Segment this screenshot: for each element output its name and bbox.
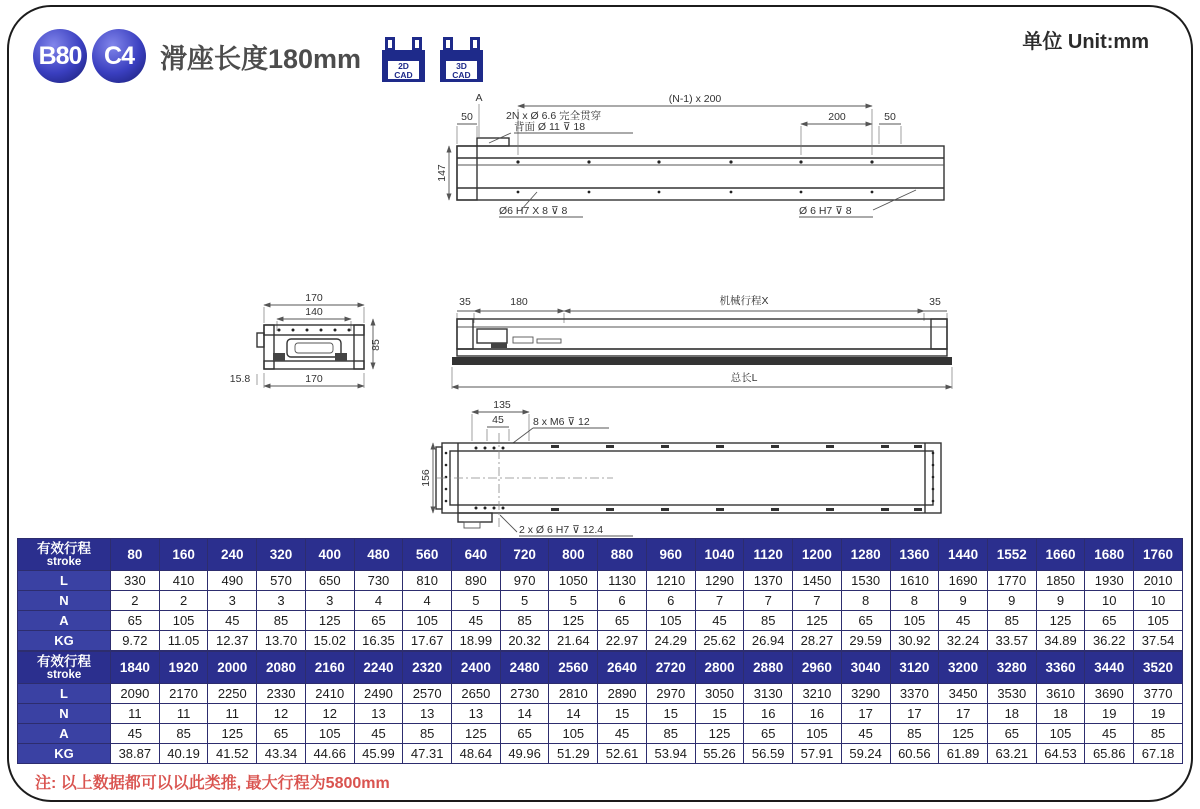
drawing-plan-view — [420, 399, 941, 536]
stroke-value-header: 2160 — [305, 652, 354, 684]
row-label-a: A — [18, 611, 111, 631]
cell-l: 2170 — [159, 684, 208, 704]
cell-l: 810 — [403, 571, 452, 591]
stroke-value-header: 1440 — [939, 539, 988, 571]
stroke-value-header: 1200 — [793, 539, 842, 571]
spec-tables — [17, 538, 1183, 764]
stroke-value-header: 720 — [500, 539, 549, 571]
title-block — [33, 29, 361, 83]
cell-l: 3050 — [695, 684, 744, 704]
cell-l: 1770 — [987, 571, 1036, 591]
cell-kg: 28.27 — [793, 631, 842, 651]
row-label-l: L — [18, 571, 111, 591]
stroke-value-header: 1280 — [841, 539, 890, 571]
cell-a: 85 — [1134, 724, 1183, 744]
cell-n: 9 — [987, 591, 1036, 611]
row-label-n: N — [18, 704, 111, 724]
cell-a: 105 — [890, 611, 939, 631]
stroke-value-header: 2560 — [549, 652, 598, 684]
row-label-kg: KG — [18, 744, 111, 764]
stroke-value-header: 3360 — [1036, 652, 1085, 684]
cell-n: 11 — [111, 704, 160, 724]
cell-n: 18 — [987, 704, 1036, 724]
cell-kg: 51.29 — [549, 744, 598, 764]
cell-n: 16 — [793, 704, 842, 724]
cell-kg: 38.87 — [111, 744, 160, 764]
cell-l: 1370 — [744, 571, 793, 591]
stroke-value-header: 1920 — [159, 652, 208, 684]
stroke-table-1 — [17, 538, 1183, 651]
stroke-value-header: 1040 — [695, 539, 744, 571]
cell-a: 65 — [841, 611, 890, 631]
cell-a: 45 — [695, 611, 744, 631]
cell-kg: 41.52 — [208, 744, 257, 764]
cell-l: 2730 — [500, 684, 549, 704]
stroke-value-header: 480 — [354, 539, 403, 571]
pin-note-plan: 2 x Ø 6 H7 ⊽ 12.4 — [519, 524, 604, 536]
cell-kg: 29.59 — [841, 631, 890, 651]
stroke-value-header: 3440 — [1085, 652, 1134, 684]
cell-a: 65 — [500, 724, 549, 744]
cell-l: 3450 — [939, 684, 988, 704]
cad-buttons — [381, 37, 485, 83]
dim-85: 85 — [370, 339, 382, 351]
cell-n: 9 — [939, 591, 988, 611]
cell-kg: 24.29 — [646, 631, 695, 651]
cell-a: 65 — [354, 611, 403, 631]
stroke-value-header: 2400 — [452, 652, 501, 684]
cell-kg: 21.64 — [549, 631, 598, 651]
cell-kg: 43.34 — [257, 744, 306, 764]
cell-n: 11 — [208, 704, 257, 724]
cell-kg: 18.99 — [452, 631, 501, 651]
cell-kg: 34.89 — [1036, 631, 1085, 651]
spec-sheet-card — [7, 5, 1193, 802]
footnote: 注: 以上数据都可以以此类推, 最大行程为5800mm — [35, 775, 390, 792]
stroke-value-header: 3280 — [987, 652, 1036, 684]
cell-a: 65 — [744, 724, 793, 744]
cell-kg: 60.56 — [890, 744, 939, 764]
cell-n: 3 — [305, 591, 354, 611]
stroke-value-header: 3520 — [1134, 652, 1183, 684]
cell-kg: 63.21 — [987, 744, 1036, 764]
dim-170-top: 170 — [305, 292, 323, 304]
cell-n: 3 — [208, 591, 257, 611]
dim-147: 147 — [436, 164, 448, 182]
cell-kg: 33.57 — [987, 631, 1036, 651]
dim-140: 140 — [305, 306, 323, 318]
hole-note-line2: 背面 Ø 11 ⊽ 18 — [514, 121, 586, 133]
cell-n: 11 — [159, 704, 208, 724]
cell-a: 85 — [744, 611, 793, 631]
cell-kg: 12.37 — [208, 631, 257, 651]
cell-n: 15 — [695, 704, 744, 724]
cell-l: 2010 — [1134, 571, 1183, 591]
cell-n: 13 — [452, 704, 501, 724]
cell-a: 125 — [695, 724, 744, 744]
pin-note-right: Ø 6 H7 ⊽ 8 — [799, 205, 852, 217]
cell-kg: 13.70 — [257, 631, 306, 651]
cell-kg: 40.19 — [159, 744, 208, 764]
stroke-value-header: 1360 — [890, 539, 939, 571]
cell-kg: 49.96 — [500, 744, 549, 764]
cell-l: 570 — [257, 571, 306, 591]
cell-l: 970 — [500, 571, 549, 591]
drawing-front-view — [436, 92, 944, 217]
cell-kg: 16.35 — [354, 631, 403, 651]
stroke-value-header: 880 — [598, 539, 647, 571]
model-badge: B80 — [33, 29, 87, 83]
dim-200: 200 — [828, 111, 846, 123]
cell-l: 2330 — [257, 684, 306, 704]
cell-a: 85 — [890, 724, 939, 744]
cell-a: 65 — [598, 611, 647, 631]
dim-35-right: 35 — [929, 296, 941, 308]
cad-3d-label-line1: 3D — [456, 61, 467, 71]
cell-l: 3370 — [890, 684, 939, 704]
dim-45: 45 — [492, 414, 504, 426]
cell-a: 105 — [305, 724, 354, 744]
cell-a: 125 — [452, 724, 501, 744]
cell-l: 1450 — [793, 571, 842, 591]
cell-n: 17 — [939, 704, 988, 724]
cell-a: 105 — [403, 611, 452, 631]
cell-l: 2090 — [111, 684, 160, 704]
stroke-value-header: 1120 — [744, 539, 793, 571]
cell-l: 2490 — [354, 684, 403, 704]
cell-kg: 32.24 — [939, 631, 988, 651]
stroke-value-header: 160 — [159, 539, 208, 571]
stroke-value-header: 1840 — [111, 652, 160, 684]
cell-n: 14 — [549, 704, 598, 724]
pin-note-left: Ø6 H7 X 8 ⊽ 8 — [499, 205, 568, 217]
cell-l: 890 — [452, 571, 501, 591]
cell-kg: 57.91 — [793, 744, 842, 764]
stroke-value-header: 2800 — [695, 652, 744, 684]
stroke-value-header: 2720 — [646, 652, 695, 684]
cell-kg: 26.94 — [744, 631, 793, 651]
cell-a: 85 — [159, 724, 208, 744]
cell-kg: 64.53 — [1036, 744, 1085, 764]
cell-a: 65 — [987, 724, 1036, 744]
cell-a: 45 — [598, 724, 647, 744]
cell-l: 1690 — [939, 571, 988, 591]
dim-35-left: 35 — [459, 296, 471, 308]
stroke-header-label: 有效行程 stroke — [18, 539, 111, 571]
cell-a: 105 — [549, 724, 598, 744]
cell-a: 45 — [452, 611, 501, 631]
cell-a: 125 — [939, 724, 988, 744]
cell-l: 2970 — [646, 684, 695, 704]
stroke-table-2 — [17, 651, 1183, 764]
stroke-value-header: 3120 — [890, 652, 939, 684]
stroke-value-header: 560 — [403, 539, 452, 571]
cell-a: 65 — [1085, 611, 1134, 631]
cell-l: 490 — [208, 571, 257, 591]
cad-2d-icon[interactable] — [381, 37, 427, 83]
cell-a: 125 — [1036, 611, 1085, 631]
cell-n: 7 — [793, 591, 842, 611]
cell-a: 45 — [841, 724, 890, 744]
stroke-value-header: 2480 — [500, 652, 549, 684]
cell-n: 16 — [744, 704, 793, 724]
cell-n: 19 — [1085, 704, 1134, 724]
cell-a: 45 — [208, 611, 257, 631]
cell-n: 10 — [1085, 591, 1134, 611]
cell-a: 105 — [159, 611, 208, 631]
cell-a: 125 — [208, 724, 257, 744]
drawing-side-view — [452, 294, 952, 389]
hole-note-line1: 2N x Ø 6.6 完全贯穿 — [506, 110, 602, 122]
stroke-value-header: 960 — [646, 539, 695, 571]
cell-a: 85 — [987, 611, 1036, 631]
cell-l: 410 — [159, 571, 208, 591]
cell-n: 4 — [354, 591, 403, 611]
cell-n: 3 — [257, 591, 306, 611]
cell-kg: 9.72 — [111, 631, 160, 651]
cell-a: 65 — [257, 724, 306, 744]
stroke-value-header: 3200 — [939, 652, 988, 684]
cell-n: 4 — [403, 591, 452, 611]
cell-kg: 52.61 — [598, 744, 647, 764]
dim-15-8: 15.8 — [229, 373, 251, 385]
cell-n: 15 — [598, 704, 647, 724]
cell-l: 2570 — [403, 684, 452, 704]
dim-50-left: 50 — [461, 111, 473, 123]
cad-2d-label-line1: 2D — [398, 61, 409, 71]
cell-l: 1930 — [1085, 571, 1134, 591]
stroke-value-header: 1760 — [1134, 539, 1183, 571]
dim-a-label: A — [475, 92, 483, 104]
stroke-value-header: 800 — [549, 539, 598, 571]
cell-a: 105 — [793, 724, 842, 744]
stroke-value-header: 80 — [111, 539, 160, 571]
cell-kg: 30.92 — [890, 631, 939, 651]
cell-a: 85 — [500, 611, 549, 631]
cell-l: 3690 — [1085, 684, 1134, 704]
cell-a: 65 — [111, 611, 160, 631]
cell-n: 10 — [1134, 591, 1183, 611]
stroke-value-header: 2080 — [257, 652, 306, 684]
label-mech-stroke: 机械行程X — [719, 295, 769, 307]
cell-kg: 65.86 — [1085, 744, 1134, 764]
stroke-value-header: 640 — [452, 539, 501, 571]
cell-kg: 48.64 — [452, 744, 501, 764]
cell-n: 14 — [500, 704, 549, 724]
cell-l: 3130 — [744, 684, 793, 704]
stroke-value-header: 1552 — [987, 539, 1036, 571]
cell-n: 6 — [646, 591, 695, 611]
cell-kg: 44.66 — [305, 744, 354, 764]
row-label-kg: KG — [18, 631, 111, 651]
cell-a: 85 — [403, 724, 452, 744]
cell-a: 45 — [1085, 724, 1134, 744]
cell-kg: 36.22 — [1085, 631, 1134, 651]
cell-l: 1210 — [646, 571, 695, 591]
dim-170-bottom: 170 — [305, 373, 323, 385]
cell-a: 125 — [305, 611, 354, 631]
stroke-value-header: 1660 — [1036, 539, 1085, 571]
cell-l: 2810 — [549, 684, 598, 704]
cell-l: 3530 — [987, 684, 1036, 704]
cell-kg: 67.18 — [1134, 744, 1183, 764]
stroke-value-header: 240 — [208, 539, 257, 571]
cell-l: 650 — [305, 571, 354, 591]
cell-kg: 22.97 — [598, 631, 647, 651]
stroke-value-header: 400 — [305, 539, 354, 571]
cell-n: 8 — [841, 591, 890, 611]
cell-kg: 53.94 — [646, 744, 695, 764]
dim-156: 156 — [420, 469, 432, 487]
cell-kg: 17.67 — [403, 631, 452, 651]
dim-180: 180 — [510, 296, 528, 308]
row-label-n: N — [18, 591, 111, 611]
cell-kg: 15.02 — [305, 631, 354, 651]
cell-n: 15 — [646, 704, 695, 724]
cell-n: 5 — [500, 591, 549, 611]
stroke-value-header: 2880 — [744, 652, 793, 684]
cell-a: 45 — [354, 724, 403, 744]
dim-135: 135 — [493, 399, 511, 411]
cell-n: 13 — [403, 704, 452, 724]
cell-kg: 25.62 — [695, 631, 744, 651]
drawing-cross-section — [230, 292, 382, 388]
cell-n: 2 — [111, 591, 160, 611]
stroke-header-label: 有效行程 stroke — [18, 652, 111, 684]
cell-n: 19 — [1134, 704, 1183, 724]
cell-l: 330 — [111, 571, 160, 591]
cell-n: 2 — [159, 591, 208, 611]
row-label-a: A — [18, 724, 111, 744]
cad-3d-icon[interactable] — [439, 37, 485, 83]
cell-kg: 55.26 — [695, 744, 744, 764]
cell-a: 85 — [257, 611, 306, 631]
cell-n: 7 — [744, 591, 793, 611]
cell-n: 13 — [354, 704, 403, 724]
cell-l: 3770 — [1134, 684, 1183, 704]
cell-n: 18 — [1036, 704, 1085, 724]
cell-a: 85 — [646, 724, 695, 744]
cell-l: 1610 — [890, 571, 939, 591]
cell-l: 1530 — [841, 571, 890, 591]
cell-l: 3290 — [841, 684, 890, 704]
cell-n: 5 — [452, 591, 501, 611]
cad-2d-label-line2: CAD — [394, 70, 413, 80]
cell-kg: 45.99 — [354, 744, 403, 764]
cell-l: 2250 — [208, 684, 257, 704]
cell-l: 3610 — [1036, 684, 1085, 704]
stroke-value-header: 2240 — [354, 652, 403, 684]
stroke-value-header: 2960 — [793, 652, 842, 684]
cell-l: 2650 — [452, 684, 501, 704]
cell-kg: 61.89 — [939, 744, 988, 764]
type-badge: C4 — [92, 29, 146, 83]
cell-n: 17 — [841, 704, 890, 724]
cell-kg: 20.32 — [500, 631, 549, 651]
cell-a: 105 — [646, 611, 695, 631]
cell-a: 125 — [549, 611, 598, 631]
cell-a: 45 — [111, 724, 160, 744]
cell-l: 1050 — [549, 571, 598, 591]
screw-note: 8 x M6 ⊽ 12 — [533, 416, 590, 428]
cell-n: 8 — [890, 591, 939, 611]
cell-l: 2890 — [598, 684, 647, 704]
cell-a: 105 — [1036, 724, 1085, 744]
cell-kg: 11.05 — [159, 631, 208, 651]
cell-l: 1850 — [1036, 571, 1085, 591]
cell-a: 105 — [1134, 611, 1183, 631]
cell-n: 12 — [257, 704, 306, 724]
cad-3d-label-line2: CAD — [452, 70, 471, 80]
cell-l: 1130 — [598, 571, 647, 591]
stroke-value-header: 1680 — [1085, 539, 1134, 571]
stroke-value-header: 2640 — [598, 652, 647, 684]
cell-kg: 59.24 — [841, 744, 890, 764]
row-label-l: L — [18, 684, 111, 704]
cell-n: 12 — [305, 704, 354, 724]
cell-a: 125 — [793, 611, 842, 631]
cell-l: 1290 — [695, 571, 744, 591]
cell-kg: 47.31 — [403, 744, 452, 764]
cell-kg: 37.54 — [1134, 631, 1183, 651]
cell-l: 2410 — [305, 684, 354, 704]
stroke-value-header: 2000 — [208, 652, 257, 684]
page-title: 滑座长度180mm — [160, 43, 362, 74]
technical-drawings — [21, 91, 1193, 543]
cell-n: 9 — [1036, 591, 1085, 611]
label-total-length: 总长L — [730, 372, 758, 384]
cell-l: 730 — [354, 571, 403, 591]
cell-l: 3210 — [793, 684, 842, 704]
stroke-value-header: 3040 — [841, 652, 890, 684]
cell-kg: 56.59 — [744, 744, 793, 764]
stroke-value-header: 2320 — [403, 652, 452, 684]
cell-n: 5 — [549, 591, 598, 611]
cell-n: 7 — [695, 591, 744, 611]
cell-a: 45 — [939, 611, 988, 631]
dim-hole-pitch: (N-1) x 200 — [668, 93, 722, 105]
cell-n: 6 — [598, 591, 647, 611]
stroke-value-header: 320 — [257, 539, 306, 571]
unit-label: 单位 Unit:mm — [1022, 31, 1149, 53]
dim-50-right: 50 — [884, 111, 896, 123]
cell-n: 17 — [890, 704, 939, 724]
